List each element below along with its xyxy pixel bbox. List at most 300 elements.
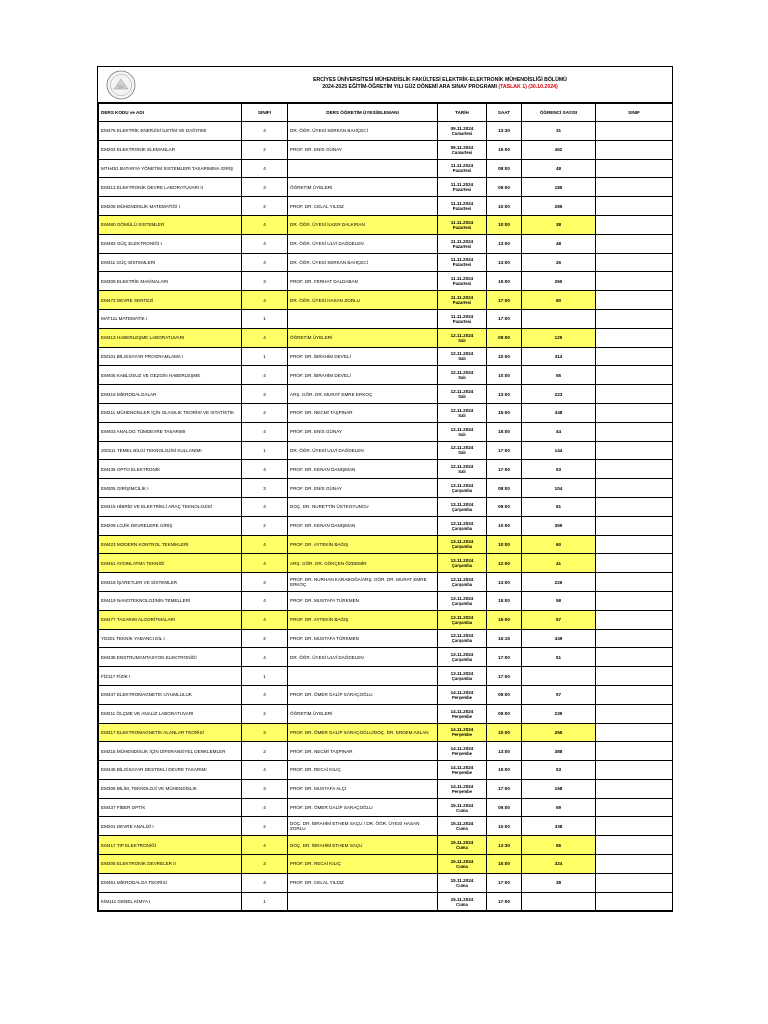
grade-cell: 2 [242, 817, 288, 836]
grade-cell: 4 [242, 497, 288, 516]
date-cell [438, 648, 487, 667]
room-cell [596, 497, 673, 516]
room-cell [596, 817, 673, 836]
table-row [99, 403, 673, 422]
instructor-cell: DR. ÖĞR. ÜYESİ İLKER DALKIRAN [288, 215, 438, 234]
col-header-course: DERS KODU ve ADI [99, 104, 242, 122]
grade-cell: 3 [242, 479, 288, 498]
exam-day: Cuma [456, 807, 468, 813]
students-cell: 48 [522, 234, 596, 253]
course-cell: EM480 GÖMÜLÜ SİSTEMLER [99, 215, 242, 234]
instructor-cell: PROF. DR. ÖMER GALİP SARAÇOĞLU [288, 798, 438, 817]
grade-cell: 1 [242, 667, 288, 686]
room-cell [596, 159, 673, 178]
grade-cell: 4 [242, 122, 288, 141]
exam-date: 12.11.2024 [450, 426, 474, 432]
grade-cell: 4 [242, 798, 288, 817]
exam-date: 11.11.2024 [450, 276, 474, 282]
instructor-cell: PROF. DR. KENAN DANIŞMAN [288, 516, 438, 535]
exam-day: Salı [458, 450, 466, 456]
time-cell: 15:00 [487, 855, 522, 874]
exam-day: Salı [458, 469, 466, 475]
table-row [99, 817, 673, 836]
exam-day: Pazartesi [452, 300, 472, 306]
grade-cell: 4 [242, 554, 288, 573]
time-cell: 10:00 [487, 197, 522, 216]
course-cell: EM315 MİKRODALGALAR [99, 385, 242, 404]
students-cell: 48 [522, 159, 596, 178]
table-row [99, 122, 673, 141]
grade-cell: 4 [242, 460, 288, 479]
grade-cell: 2 [242, 197, 288, 216]
table-row [99, 479, 673, 498]
exam-date: 11.11.2024 [450, 238, 474, 244]
time-cell: 10:00 [487, 366, 522, 385]
exam-date: 15.11.2024 [450, 840, 474, 846]
students-cell [522, 667, 596, 686]
table-row [99, 535, 673, 554]
table-row [99, 328, 673, 347]
exam-day: Çarşamba [451, 488, 473, 494]
time-cell: 10:00 [487, 723, 522, 742]
col-header-time: SAAT [487, 104, 522, 122]
exam-day: Cuma [456, 845, 468, 851]
col-header-date: TARİH [438, 104, 487, 122]
date-cell [438, 422, 487, 441]
room-cell [596, 253, 673, 272]
exam-day: Çarşamba [451, 582, 473, 588]
exam-date: 13.11.2024 [450, 652, 474, 658]
instructor-cell: PROF. DR. CELAL YILDIZ [288, 873, 438, 892]
exam-date: 12.11.2024 [450, 389, 474, 395]
students-cell: 348 [522, 403, 596, 422]
table-header-row [99, 104, 673, 122]
students-cell [522, 309, 596, 328]
exam-day: Pazartesi [452, 206, 472, 212]
table-row [99, 197, 673, 216]
instructor-cell: DR. ÖĞR. ÜYESİ ULVİ DAĞDELEN [288, 648, 438, 667]
exam-day: Çarşamba [451, 638, 473, 644]
exam-date: 14.11.2024 [450, 783, 474, 789]
instructor-cell: ÖĞRETİM ÜYELERİ [288, 704, 438, 723]
course-cell: EM305 ELEKTRONİK DEVRELER II [99, 855, 242, 874]
date-cell [438, 497, 487, 516]
instructor-cell: DR. ÖĞR. ÜYESİ SERKAN BAHÇECİ [288, 122, 438, 141]
table-row [99, 873, 673, 892]
exam-date: 11.11.2024 [450, 219, 474, 225]
course-cell: EM309 ELEKTRİK MAKİNALARI [99, 272, 242, 291]
table-row [99, 648, 673, 667]
exam-day: Salı [458, 356, 466, 362]
time-cell: 13:00 [487, 573, 522, 592]
time-cell: 13:00 [487, 742, 522, 761]
students-cell: 38 [522, 873, 596, 892]
room-cell [596, 403, 673, 422]
table-row [99, 610, 673, 629]
grade-cell: 2 [242, 629, 288, 648]
exam-date: 14.11.2024 [450, 746, 474, 752]
grade-cell: 1 [242, 309, 288, 328]
date-cell [438, 610, 487, 629]
grade-cell: 4 [242, 422, 288, 441]
title-line-2 [208, 84, 672, 91]
grade-cell: 2 [242, 516, 288, 535]
room-cell [596, 685, 673, 704]
time-cell: 13:30 [487, 122, 522, 141]
grade-cell: 4 [242, 234, 288, 253]
exam-day: Cuma [456, 901, 468, 907]
time-cell: 15:00 [487, 761, 522, 780]
time-cell: 13:00 [487, 385, 522, 404]
table-row [99, 234, 673, 253]
date-cell [438, 554, 487, 573]
table-row [99, 385, 673, 404]
date-cell [438, 573, 487, 592]
date-cell [438, 516, 487, 535]
exam-date: 12.11.2024 [450, 370, 474, 376]
instructor-cell: PROF. DR. MUSTAFA ALÇI [288, 779, 438, 798]
students-cell: 59 [522, 798, 596, 817]
time-cell: 09:00 [487, 685, 522, 704]
date-cell [438, 234, 487, 253]
exam-day: Perşembe [451, 732, 473, 738]
course-cell: MAT111 MATEMATİK I [99, 309, 242, 328]
exam-day: Cuma [456, 882, 468, 888]
course-cell: EM475 ELEKTRİK ENERJİSİ İLETİM VE DAĞITIMI [99, 122, 242, 141]
course-cell: EM313 ELEKTRONİK DEVRE LABORATUVARI II [99, 178, 242, 197]
table-row [99, 779, 673, 798]
date-cell [438, 140, 487, 159]
students-cell: 57 [522, 685, 596, 704]
course-cell: EM203 ELEKTRONİK ELEMANLAR [99, 140, 242, 159]
date-cell [438, 328, 487, 347]
exam-date: 13.11.2024 [450, 483, 474, 489]
course-cell: EM473 DEVRE SENTEZİ [99, 291, 242, 310]
table-row [99, 573, 673, 592]
course-cell: EM413 HABERLEŞME LABORATUVARI [99, 328, 242, 347]
exam-day: Çarşamba [451, 525, 473, 531]
course-cell: EM403 ANALOG TÜMDEVRE TASARIMI [99, 422, 242, 441]
col-header-instructor: DERS ÖĞRETİM ÜYESİ/ELEMANI [288, 104, 438, 122]
exam-day: Cuma [456, 826, 468, 832]
instructor-cell: PROF. DR. MUSTAFA TÜRKMEN [288, 591, 438, 610]
exam-date: 13.11.2024 [450, 501, 474, 507]
students-cell: 104 [522, 479, 596, 498]
date-cell [438, 704, 487, 723]
room-cell [596, 215, 673, 234]
grade-cell: 4 [242, 761, 288, 780]
exam-day: Cumartesi [451, 149, 473, 155]
course-cell: EM201 DEVRE ANALİZİ I [99, 817, 242, 836]
exam-date: 15.11.2024 [450, 802, 474, 808]
grade-cell: 3 [242, 723, 288, 742]
time-cell: 17:00 [487, 648, 522, 667]
exam-day: Çarşamba [451, 563, 473, 569]
room-cell [596, 873, 673, 892]
table-row [99, 441, 673, 460]
time-cell: 17:00 [487, 291, 522, 310]
exam-day: Perşembe [451, 713, 473, 719]
instructor-cell: PROF. DR. NURHAN KARABOĞA/ARŞ. GÖR. DR. MURAT EMRE ERKOÇ [288, 573, 438, 592]
date-cell [438, 403, 487, 422]
table-row [99, 178, 673, 197]
grade-cell: 4 [242, 215, 288, 234]
exam-date: 14.11.2024 [450, 764, 474, 770]
instructor-cell: PROF. DR. AYTEKİN BAĞIŞ [288, 535, 438, 554]
time-cell: 17:00 [487, 460, 522, 479]
room-cell [596, 798, 673, 817]
exam-day: Salı [458, 394, 466, 400]
students-cell: 158 [522, 779, 596, 798]
room-cell [596, 328, 673, 347]
room-cell [596, 516, 673, 535]
room-cell [596, 272, 673, 291]
table-row [99, 215, 673, 234]
students-cell: 185 [522, 178, 596, 197]
time-cell: 15:00 [487, 422, 522, 441]
students-cell: 53 [522, 460, 596, 479]
grade-cell: 4 [242, 328, 288, 347]
exam-date: 15.11.2024 [450, 877, 474, 883]
table-row [99, 836, 673, 855]
time-cell: 10:00 [487, 817, 522, 836]
course-cell: EM411 GÜÇ SİSTEMLERİ [99, 253, 242, 272]
exam-day: Pazartesi [452, 262, 472, 268]
exam-day: Çarşamba [451, 544, 473, 550]
course-cell: EM437 FİBER OPTİK [99, 798, 242, 817]
university-seal-icon [106, 70, 136, 100]
grade-cell: 4 [242, 366, 288, 385]
table-row [99, 742, 673, 761]
students-cell: 359 [522, 516, 596, 535]
instructor-cell: PROF. DR. ÖMER GALİP SARAÇOĞLU/DOÇ. DR. ERDEM ASLAN [288, 723, 438, 742]
instructor-cell: PROF. DR. İBRAHİM DEVELİ [288, 366, 438, 385]
table-row [99, 140, 673, 159]
exam-day: Pazartesi [452, 243, 472, 249]
date-cell [438, 855, 487, 874]
table-row [99, 798, 673, 817]
course-cell: EM405 KABLOSUZ VE GEZGİN HABERLEŞME [99, 366, 242, 385]
table-row [99, 704, 673, 723]
exam-date: 13.11.2024 [450, 633, 474, 639]
exam-date: 11.11.2024 [450, 257, 474, 263]
instructor-cell: PROF. DR. MUSTAFA TÜRKMEN [288, 629, 438, 648]
students-cell: 314 [522, 347, 596, 366]
instructor-cell: DR. ÖĞR. ÜYESİ HASAN ZORLU [288, 291, 438, 310]
time-cell: 15:00 [487, 403, 522, 422]
room-cell [596, 855, 673, 874]
course-cell: EM417 TIP ELEKTRONİĞİ [99, 836, 242, 855]
time-cell: 17:00 [487, 309, 522, 328]
exam-date: 13.11.2024 [450, 539, 474, 545]
grade-cell: 1 [242, 347, 288, 366]
students-cell: 53 [522, 761, 596, 780]
students-cell: 31 [522, 122, 596, 141]
students-cell: 26 [522, 253, 596, 272]
exam-day: Salı [458, 412, 466, 418]
students-cell: 51 [522, 648, 596, 667]
time-cell: 17:00 [487, 667, 522, 686]
course-cell: EM438 ENSTRUMANTASYON ELEKTRONİĞİ [99, 648, 242, 667]
exam-date: 11.11.2024 [450, 313, 474, 319]
instructor-cell: ARŞ. GÖR. DR. GÖKÇEN ÖZDEMİR [288, 554, 438, 573]
course-cell: FİZ117 FİZİK I [99, 667, 242, 686]
grade-cell: 4 [242, 535, 288, 554]
document-title [208, 77, 672, 91]
grade-cell: 4 [242, 253, 288, 272]
instructor-cell: DOÇ. DR. NURETTİN ÜSTKOYUNCU [288, 497, 438, 516]
exam-date: 11.11.2024 [450, 163, 474, 169]
exam-day: Perşembe [451, 751, 473, 757]
room-cell [596, 892, 673, 911]
room-cell [596, 761, 673, 780]
instructor-cell: DR. ÖĞR. ÜYESİ ULVİ DAĞDELEN [288, 441, 438, 460]
students-cell: 349 [522, 629, 596, 648]
exam-date: 14.11.2024 [450, 689, 474, 695]
room-cell [596, 610, 673, 629]
course-cell: EM461 MİKRODALGA TEORİSİ [99, 873, 242, 892]
course-cell: MTH481 BATARYA YÖNETİM SİSTEMLERİ TASARIMINA GİRİŞ [99, 159, 242, 178]
date-cell [438, 836, 487, 855]
instructor-cell: PROF. DR. RECAİ KILIÇ [288, 855, 438, 874]
date-cell [438, 591, 487, 610]
course-cell: EM451 AYDINLATMA TEKNİĞİ [99, 554, 242, 573]
instructor-cell: PROF. DR. FERHAT DALDABAN [288, 272, 438, 291]
students-cell: 255 [522, 723, 596, 742]
room-cell [596, 704, 673, 723]
grade-cell: 2 [242, 704, 288, 723]
table-row [99, 723, 673, 742]
instructor-cell: PROF. DR. KENAN DANIŞMAN [288, 460, 438, 479]
date-cell [438, 366, 487, 385]
instructor-cell: PROF. DR. RECAİ KILIÇ [288, 761, 438, 780]
room-cell [596, 234, 673, 253]
room-cell [596, 385, 673, 404]
table-row [99, 892, 673, 911]
title-line-2-main: 2024-2025 EĞİTİM-ÖĞRETİM YILI GÜZ DÖNEMİ ARA SINAV PROGRAMI [322, 84, 497, 90]
date-cell [438, 479, 487, 498]
date-cell [438, 215, 487, 234]
room-cell [596, 723, 673, 742]
course-cell: EM318 İŞARETLER VE SİSTEMLER [99, 573, 242, 592]
table-row [99, 497, 673, 516]
date-cell [438, 385, 487, 404]
table-row [99, 554, 673, 573]
time-cell: 16:15 [487, 629, 522, 648]
exam-date: 12.11.2024 [450, 332, 474, 338]
table-row [99, 667, 673, 686]
exam-date: 09.11.2024 [450, 125, 474, 131]
exam-date: 11.11.2024 [450, 201, 474, 207]
date-cell [438, 460, 487, 479]
exam-day: Çarşamba [451, 600, 473, 606]
exam-day: Cumartesi [451, 130, 473, 136]
course-cell: EM317 ELEKTROMAGNETİK ALANLAR TEORİSİ [99, 723, 242, 742]
room-cell [596, 742, 673, 761]
room-cell [596, 291, 673, 310]
grade-cell: 3 [242, 178, 288, 197]
room-cell [596, 573, 673, 592]
time-cell: 17:00 [487, 892, 522, 911]
students-cell: 239 [522, 704, 596, 723]
date-cell [438, 685, 487, 704]
exam-date: 15.11.2024 [450, 858, 474, 864]
grade-cell: 4 [242, 591, 288, 610]
course-cell: EM419 NANOTEKNOLOJİNİN TEMELLERİ [99, 591, 242, 610]
date-cell [438, 272, 487, 291]
date-cell [438, 742, 487, 761]
grade-cell: 3 [242, 385, 288, 404]
course-cell: EM211 ÖLÇME VE ANALİZ LABORATUVARI [99, 704, 242, 723]
course-cell: EM306 BİLİM, TEKNOLOJİ VE MÜHENDİSLİK [99, 779, 242, 798]
table-row [99, 629, 673, 648]
table-row [99, 422, 673, 441]
date-cell [438, 347, 487, 366]
exam-date: 14.11.2024 [450, 708, 474, 714]
grade-cell: 4 [242, 648, 288, 667]
exam-date: 15.11.2024 [450, 821, 474, 827]
date-cell [438, 253, 487, 272]
time-cell: 10:00 [487, 535, 522, 554]
grade-cell: 3 [242, 573, 288, 592]
students-cell: 285 [522, 197, 596, 216]
course-cell: EM483 GÜÇ ELEKTRONİĞİ I [99, 234, 242, 253]
instructor-cell: DOÇ. DR. İBRAHİM ETHEM SAÇU / DR. ÖĞR. ÜYESİ HASAN ZORLU [288, 817, 438, 836]
grade-cell: 1 [242, 441, 288, 460]
date-cell [438, 178, 487, 197]
exam-date: 13.11.2024 [450, 520, 474, 526]
instructor-cell: PROF. DR. İBRAHİM DEVELİ [288, 347, 438, 366]
instructor-cell: ARŞ. GÖR. DR. MURAT EMRE ERKOÇ [288, 385, 438, 404]
document-header [98, 67, 672, 103]
time-cell: 08:00 [487, 159, 522, 178]
room-cell [596, 197, 673, 216]
table-row [99, 159, 673, 178]
grade-cell: 4 [242, 685, 288, 704]
grade-cell: 4 [242, 610, 288, 629]
date-cell [438, 761, 487, 780]
instructor-cell: DR. ÖĞR. ÜYESİ ULVİ DAĞDELEN [288, 234, 438, 253]
exam-date: 13.11.2024 [450, 558, 474, 564]
exam-day: Salı [458, 431, 466, 437]
exam-day: Pazartesi [452, 281, 472, 287]
students-cell: 60 [522, 535, 596, 554]
course-cell: EM305 GİRİŞİMCİLİK I [99, 479, 242, 498]
instructor-cell: PROF. DR. AYTEKİN BAĞIŞ [288, 610, 438, 629]
students-cell: 61 [522, 497, 596, 516]
course-cell: 200111 TEMEL BİLGİ TEKNOLOJİSİ KULLANIMI [99, 441, 242, 460]
date-cell [438, 817, 487, 836]
grade-cell: 2 [242, 140, 288, 159]
grade-cell: 3 [242, 855, 288, 874]
date-cell [438, 873, 487, 892]
instructor-cell: PROF. DR. ÖMER GALİP SARAÇOĞLU [288, 685, 438, 704]
instructor-cell [288, 892, 438, 911]
room-cell [596, 479, 673, 498]
exam-day: Pazartesi [452, 318, 472, 324]
date-cell [438, 291, 487, 310]
date-cell [438, 798, 487, 817]
exam-date: 13.11.2024 [450, 595, 474, 601]
instructor-cell: PROF. DR. ENİS GÜNAY [288, 422, 438, 441]
exam-date: 12.11.2024 [450, 445, 474, 451]
exam-date: 12.11.2024 [450, 464, 474, 470]
time-cell: 17:00 [487, 441, 522, 460]
students-cell: 58 [522, 591, 596, 610]
table-row [99, 291, 673, 310]
students-cell: 338 [522, 817, 596, 836]
exam-date: 09.11.2024 [450, 144, 474, 150]
